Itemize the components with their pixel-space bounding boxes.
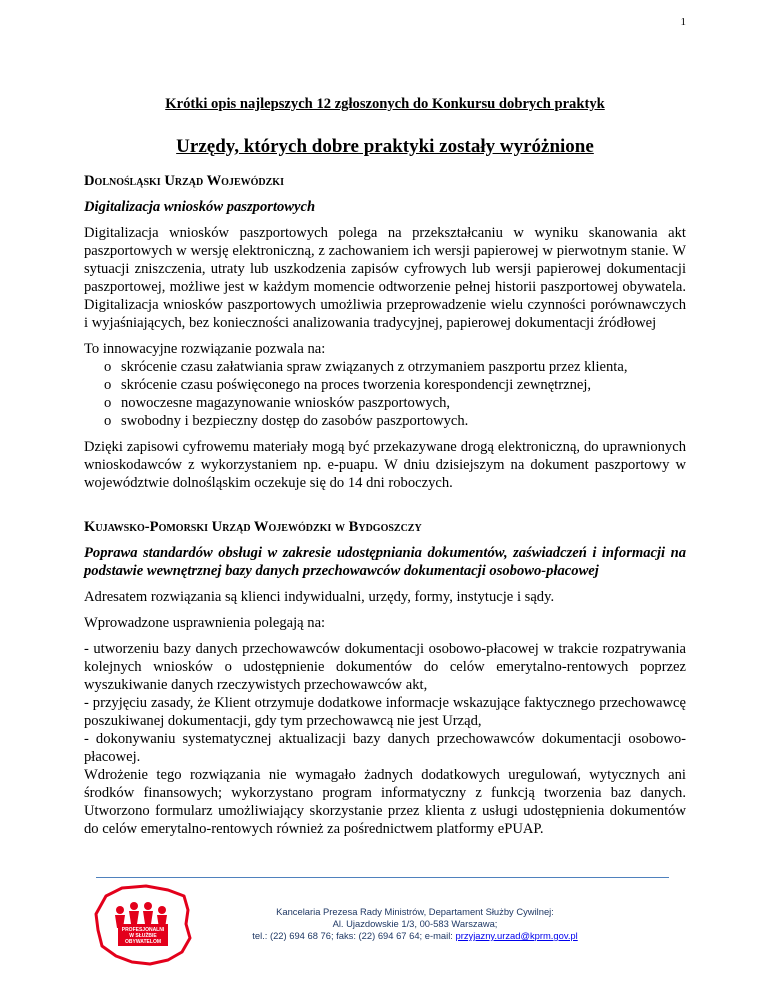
- footer-line-1: Kancelaria Prezesa Rady Ministrów, Departament Służby Cywilnej:: [276, 906, 554, 917]
- paragraph: Wprowadzone usprawnienia polegają na:: [84, 615, 326, 631]
- bullet: o: [104, 413, 112, 429]
- benefits-list: [84, 358, 686, 430]
- footer-contact: tel.: (22) 694 68 76; faks: (22) 694 67 64; e-mail:: [252, 930, 456, 941]
- list-item: - dokonywaniu systematycznej aktualizacji bazy danych przechowawców dokumentacji osobowo-płacowej.: [84, 731, 686, 765]
- practice-title: Digitalizacja wniosków paszportowych: [84, 199, 316, 215]
- paragraph: Adresatem rozwiązania są klienci indywidualni, urzędy, formy, instytucje i sądy.: [84, 589, 555, 605]
- office-heading-kujawsko-pomorski: Kujawsko-Pomorski Urząd Wojewódzki w Bydgoszczy: [84, 519, 422, 535]
- footer-divider: [96, 877, 669, 878]
- logo-text-3: OBYWATELOM: [124, 939, 162, 945]
- email-link[interactable]: przyjazny.urzad@kprm.gov.pl: [455, 930, 578, 941]
- list-intro: To innowacyjne rozwiązanie pozwala na:: [84, 341, 326, 357]
- paragraph: Wdrożenie tego rozwiązania nie wymagało żadnych dodatkowych uregulowań, wytycznych ani środków finansowych; wykorzystano program informatyczny z funkcją tworzenia baz danych. Utworzono formularz umożliwiający skorzystanie przez klienta z usługi udostępnienia dokumentów do celów emerytalno-rentowych również za pośrednictwem platformy ePUAP.: [84, 767, 686, 837]
- logo-text-2: W SŁUŻBIE: [129, 933, 157, 939]
- footer-line-3: [150, 930, 680, 942]
- list-item-text: swobodny i bezpieczny dostęp do zasobów paszportowych.: [121, 413, 469, 429]
- list-item-text: skrócenie czasu załatwiania spraw związanych z otrzymaniem paszportu przez klienta,: [121, 359, 628, 375]
- list-item-text: skrócenie czasu poświęconego na proces tworzenia korespondencji zewnętrznej,: [121, 377, 592, 393]
- list-item: [104, 394, 686, 412]
- paragraph: Dzięki zapisowi cyfrowemu materiały mogą być przekazywane drogą elektroniczną, do uprawnionych wnioskodawców z wykorzystaniem np. e-puapu. W dniu dzisiejszym na dokument paszportowy w województwie dolnośląskim oczekuje się do 14 dni roboczych.: [84, 439, 686, 491]
- list-item-text: nowoczesne magazynowanie wniosków paszportowych,: [121, 395, 451, 411]
- document-title: Urzędy, których dobre praktyki zostały wyróżnione: [176, 136, 594, 157]
- bullet: o: [104, 377, 112, 393]
- logo-text-1: PROFESJONALNI: [121, 927, 165, 933]
- paragraph: Digitalizacja wniosków paszportowych polega na przekształcaniu w wyniku skanowania akt paszportowych w wersję elektroniczną, z zachowaniem ich wersji papierowej w pierwotnym stanie. W sytuacji zniszczenia, utraty lub uszkodzenia zapisów cyfrowych lub wersji papierowej dokumentacji paszportowej, możliwe jest w każdym momencie odtworzenie pełnej historii paszportowej obywatela. Digitalizacja wniosków paszportowych umożliwia przeprowadzenie wielu czynności porównawczych i wyjaśniających, bez konieczności analizowania tradycyjnej, papierowej dokumentacji źródłowej: [84, 225, 686, 331]
- office-heading-dolnoslaski: Dolnośląski Urząd Wojewódzki: [84, 173, 284, 189]
- practice-title: Poprawa standardów obsługi w zakresie udostępniania dokumentów, zaświadczeń i informacji na podstawie wewnętrznej bazy danych przechowawców dokumentacji osobowo-płacowej: [84, 545, 686, 579]
- bullet: o: [104, 395, 112, 411]
- list-item: [104, 376, 686, 394]
- document-subtitle: Krótki opis najlepszych 12 zgłoszonych do Konkursu dobrych praktyk: [165, 96, 605, 112]
- bullet: o: [104, 359, 112, 375]
- document-body: [84, 95, 686, 846]
- footer-line-2: Al. Ujazdowskie 1/3, 00-583 Warszawa;: [332, 918, 498, 929]
- footer: [150, 906, 680, 942]
- list-item: [104, 412, 686, 430]
- list-item: - utworzeniu bazy danych przechowawców dokumentacji osobowo-płacowej w trakcie rozpatrywania kolejnych wniosków o udostępnienie dokumentów do celów emerytalno-rentowych poprzez wyszukiwanie danych rzeczywistych przechowawców akt,: [84, 641, 686, 693]
- list-item: [104, 358, 686, 376]
- list-item: - przyjęciu zasady, że Klient otrzymuje dodatkowe informacje wskazujące faktycznego przechowawcę poszukiwanej dokumentacji, gdy tym przechowawcą nie jest Urząd,: [84, 695, 686, 729]
- page-number: 1: [680, 16, 686, 28]
